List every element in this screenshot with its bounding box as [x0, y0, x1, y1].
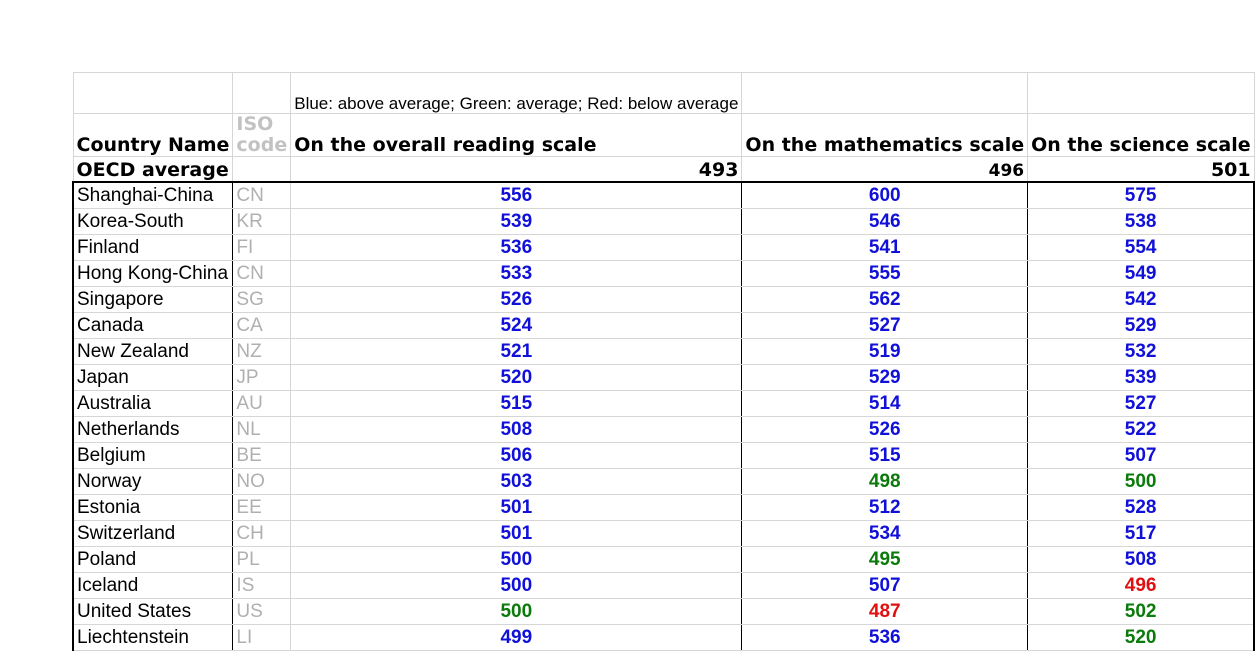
reading-score-cell[interactable]: 508 [291, 417, 742, 443]
oecd-average-label[interactable]: OECD average [73, 157, 233, 183]
math-score-cell[interactable]: 487 [742, 599, 1028, 625]
science-score-cell[interactable]: 522 [1028, 417, 1254, 443]
country-cell[interactable]: Singapore [73, 287, 233, 313]
header-row-legend [73, 73, 1254, 114]
reading-score-cell[interactable]: 501 [291, 521, 742, 547]
cell-empty[interactable] [742, 73, 1028, 114]
country-cell[interactable]: United States [73, 599, 233, 625]
math-score-cell[interactable]: 515 [742, 443, 1028, 469]
science-score-cell[interactable]: 507 [1028, 443, 1254, 469]
reading-score-cell[interactable]: 520 [291, 365, 742, 391]
iso-code-cell[interactable]: JP [233, 365, 291, 391]
table-row [73, 521, 1254, 547]
country-cell[interactable]: Shanghai-China [73, 182, 233, 209]
table-row [73, 495, 1254, 521]
country-cell[interactable]: New Zealand [73, 339, 233, 365]
reading-score-cell[interactable]: 515 [291, 391, 742, 417]
pisa-scores-sheet [72, 72, 1255, 651]
table-row [73, 313, 1254, 339]
country-cell[interactable]: Iceland [73, 573, 233, 599]
iso-code-cell[interactable]: EE [233, 495, 291, 521]
oecd-reading-average[interactable]: 493 [291, 157, 742, 183]
science-score-cell[interactable]: 539 [1028, 365, 1254, 391]
science-score-cell[interactable]: 554 [1028, 235, 1254, 261]
iso-code-cell[interactable]: CN [233, 261, 291, 287]
table-row [73, 287, 1254, 313]
table-row [73, 625, 1254, 651]
math-score-cell[interactable]: 600 [742, 182, 1028, 209]
country-cell[interactable]: Liechtenstein [73, 625, 233, 651]
table-row [73, 417, 1254, 443]
science-score-cell[interactable]: 529 [1028, 313, 1254, 339]
science-score-cell[interactable]: 496 [1028, 573, 1254, 599]
math-score-cell[interactable]: 526 [742, 417, 1028, 443]
iso-code-cell[interactable]: CN [233, 182, 291, 209]
iso-code-header[interactable] [233, 114, 291, 157]
iso-code-cell[interactable]: US [233, 599, 291, 625]
country-cell[interactable]: Japan [73, 365, 233, 391]
iso-code-cell[interactable]: NO [233, 469, 291, 495]
table-row [73, 573, 1254, 599]
science-score-cell[interactable]: 517 [1028, 521, 1254, 547]
table-row [73, 443, 1254, 469]
math-score-cell[interactable]: 514 [742, 391, 1028, 417]
country-cell[interactable]: Netherlands [73, 417, 233, 443]
cell-empty[interactable] [233, 73, 291, 114]
science-score-cell[interactable]: 528 [1028, 495, 1254, 521]
iso-code-cell[interactable]: NZ [233, 339, 291, 365]
country-cell[interactable]: Poland [73, 547, 233, 573]
legend-note[interactable]: Blue: above average; Green: average; Red: below average [291, 73, 742, 114]
reading-score-cell[interactable]: 501 [291, 495, 742, 521]
cell-empty[interactable] [1028, 73, 1254, 114]
reading-score-cell[interactable]: 500 [291, 573, 742, 599]
iso-code-cell[interactable]: CH [233, 521, 291, 547]
country-cell[interactable]: Korea-South [73, 209, 233, 235]
table-row [73, 182, 1254, 209]
science-score-cell[interactable]: 575 [1028, 182, 1254, 209]
iso-header-line1: ISO [236, 113, 274, 135]
table-row [73, 209, 1254, 235]
country-cell[interactable]: Australia [73, 391, 233, 417]
math-score-cell[interactable]: 534 [742, 521, 1028, 547]
reading-score-cell[interactable]: 500 [291, 547, 742, 573]
table-row [73, 365, 1254, 391]
reading-score-cell[interactable]: 521 [291, 339, 742, 365]
math-score-cell[interactable]: 512 [742, 495, 1028, 521]
science-score-cell[interactable]: 549 [1028, 261, 1254, 287]
reading-score-cell[interactable]: 506 [291, 443, 742, 469]
reading-score-cell[interactable]: 526 [291, 287, 742, 313]
math-score-cell[interactable]: 529 [742, 365, 1028, 391]
iso-code-cell[interactable]: LI [233, 625, 291, 651]
iso-code-cell[interactable]: IS [233, 573, 291, 599]
science-score-cell[interactable]: 502 [1028, 599, 1254, 625]
science-score-cell[interactable]: 500 [1028, 469, 1254, 495]
math-header[interactable]: On the mathematics scale [742, 114, 1028, 157]
oecd-average-row [73, 157, 1254, 183]
science-score-cell[interactable]: 538 [1028, 209, 1254, 235]
iso-code-cell[interactable]: FI [233, 235, 291, 261]
math-score-cell[interactable]: 507 [742, 573, 1028, 599]
country-cell[interactable]: Belgium [73, 443, 233, 469]
reading-score-cell[interactable]: 556 [291, 182, 742, 209]
iso-code-cell[interactable]: CA [233, 313, 291, 339]
oecd-math-average[interactable]: 496 [742, 157, 1028, 183]
table-row [73, 599, 1254, 625]
table-row [73, 235, 1254, 261]
science-score-cell[interactable]: 520 [1028, 625, 1254, 651]
science-score-cell[interactable]: 532 [1028, 339, 1254, 365]
math-score-cell[interactable]: 527 [742, 313, 1028, 339]
iso-code-cell[interactable]: PL [233, 547, 291, 573]
table-row [73, 391, 1254, 417]
country-cell[interactable]: Hong Kong-China [73, 261, 233, 287]
table-row [73, 547, 1254, 573]
cell-empty[interactable] [233, 157, 291, 183]
reading-score-cell[interactable]: 539 [291, 209, 742, 235]
math-score-cell[interactable]: 555 [742, 261, 1028, 287]
reading-score-cell[interactable]: 500 [291, 599, 742, 625]
iso-code-cell[interactable]: KR [233, 209, 291, 235]
math-score-cell[interactable]: 562 [742, 287, 1028, 313]
table-row [73, 339, 1254, 365]
iso-header-line2: code [236, 134, 288, 156]
iso-code-cell[interactable]: NL [233, 417, 291, 443]
reading-score-cell[interactable]: 503 [291, 469, 742, 495]
math-score-cell[interactable]: 519 [742, 339, 1028, 365]
country-cell[interactable]: Canada [73, 313, 233, 339]
oecd-science-average[interactable]: 501 [1028, 157, 1254, 183]
math-score-cell[interactable]: 541 [742, 235, 1028, 261]
reading-score-cell[interactable]: 536 [291, 235, 742, 261]
table-row [73, 469, 1254, 495]
math-score-cell[interactable]: 498 [742, 469, 1028, 495]
science-score-cell[interactable]: 542 [1028, 287, 1254, 313]
reading-score-cell[interactable]: 524 [291, 313, 742, 339]
iso-code-cell[interactable]: AU [233, 391, 291, 417]
header-row-columns [73, 114, 1254, 157]
country-cell[interactable]: Norway [73, 469, 233, 495]
science-score-cell[interactable]: 527 [1028, 391, 1254, 417]
iso-code-cell[interactable]: BE [233, 443, 291, 469]
math-score-cell[interactable]: 495 [742, 547, 1028, 573]
country-cell[interactable]: Finland [73, 235, 233, 261]
math-score-cell[interactable]: 536 [742, 625, 1028, 651]
reading-score-cell[interactable]: 499 [291, 625, 742, 651]
table-row [73, 261, 1254, 287]
science-header[interactable]: On the science scale [1028, 114, 1254, 157]
science-score-cell[interactable]: 508 [1028, 547, 1254, 573]
country-name-header[interactable]: Country Name [73, 114, 233, 157]
country-cell[interactable]: Switzerland [73, 521, 233, 547]
math-score-cell[interactable]: 546 [742, 209, 1028, 235]
reading-score-cell[interactable]: 533 [291, 261, 742, 287]
country-cell[interactable]: Estonia [73, 495, 233, 521]
iso-code-cell[interactable]: SG [233, 287, 291, 313]
cell-empty[interactable] [73, 73, 233, 114]
reading-header[interactable]: On the overall reading scale [291, 114, 742, 157]
